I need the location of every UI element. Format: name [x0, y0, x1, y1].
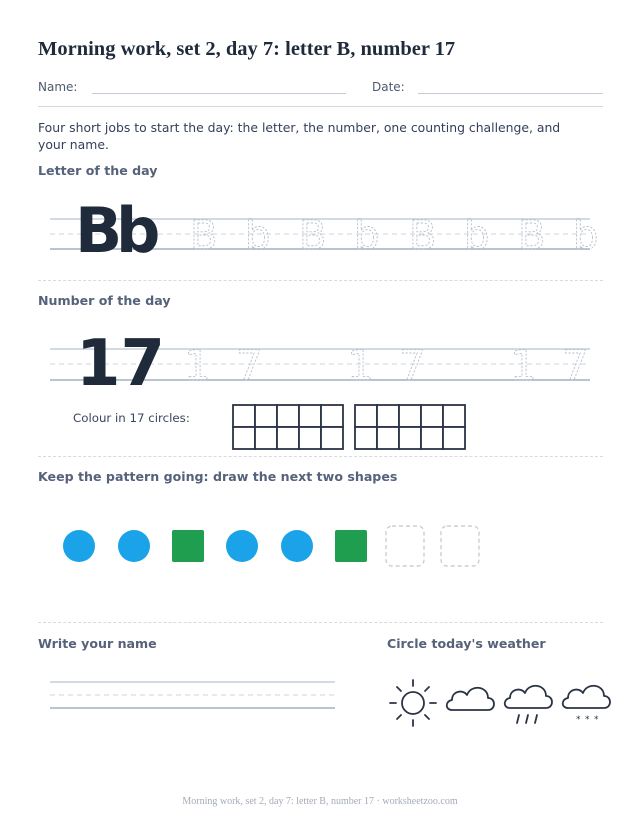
trace-letter: b	[354, 213, 380, 259]
pattern-section-heading: Keep the pattern going: draw the next two shapes	[38, 469, 398, 484]
svg-text:*: *	[576, 715, 581, 725]
ten-frame-cell[interactable]	[255, 427, 277, 449]
counting-prompt: Colour in 17 circles:	[73, 411, 190, 425]
trace-digit: 1	[184, 341, 211, 390]
page-footer: Morning work, set 2, day 7: letter B, number 17 · worksheetzoo.com	[182, 796, 458, 807]
pattern-square	[335, 530, 367, 562]
trace-digit: 7	[562, 341, 589, 390]
trace-letter: B	[190, 213, 218, 259]
header-divider	[38, 106, 603, 107]
ten-frame-cell[interactable]	[377, 405, 399, 427]
letter-uppercase: B	[75, 194, 123, 265]
trace-digit: 1	[510, 341, 537, 390]
trace-digit: 1	[347, 341, 374, 390]
date-label: Date:	[372, 80, 405, 94]
ten-frame-cell[interactable]	[299, 405, 321, 427]
ten-frame-cell[interactable]	[421, 405, 443, 427]
number-section-heading: Number of the day	[38, 293, 171, 308]
name-writing-lines[interactable]	[45, 676, 345, 716]
rain-cloud-icon[interactable]	[505, 686, 552, 723]
svg-text:*: *	[594, 715, 599, 725]
number-practice-row[interactable]	[0, 320, 640, 392]
snow-cloud-icon[interactable]	[563, 686, 610, 725]
number-of-the-day: 17	[76, 327, 166, 392]
ten-frames[interactable]	[230, 403, 470, 453]
ten-frame-cell[interactable]	[233, 405, 255, 427]
section-divider	[38, 456, 603, 457]
ten-frame-cell[interactable]	[399, 427, 421, 449]
letter-section-heading: Letter of the day	[38, 163, 158, 178]
pattern-circle	[281, 530, 313, 562]
ten-frame[interactable]	[355, 405, 465, 449]
intro-text: Four short jobs to start the day: the letter, the number, one counting challenge, and your name.	[38, 120, 561, 152]
trace-digit: 7	[399, 341, 426, 390]
page-title: Morning work, set 2, day 7: letter B, number 17	[38, 38, 456, 60]
section-divider	[38, 622, 603, 623]
ten-frame-cell[interactable]	[377, 427, 399, 449]
trace-digit: 7	[236, 341, 263, 390]
ten-frame-cell[interactable]	[233, 427, 255, 449]
pattern-circle	[118, 530, 150, 562]
date-field[interactable]	[418, 93, 603, 94]
ten-frame-cell[interactable]	[399, 405, 421, 427]
ten-frame-cell[interactable]	[321, 427, 343, 449]
ten-frame-cell[interactable]	[355, 427, 377, 449]
sun-icon[interactable]	[390, 680, 436, 726]
letter-lowercase: b	[116, 194, 161, 265]
ten-frame-cell[interactable]	[443, 427, 465, 449]
ten-frame-cell[interactable]	[355, 405, 377, 427]
section-divider	[38, 280, 603, 281]
ten-frame-cell[interactable]	[277, 427, 299, 449]
ten-frame-cell[interactable]	[255, 405, 277, 427]
pattern-blank-slot[interactable]	[441, 526, 479, 566]
pattern-circle	[63, 530, 95, 562]
trace-letter: b	[573, 213, 599, 259]
cloud-icon[interactable]	[447, 688, 494, 710]
trace-letter: B	[299, 213, 327, 259]
ten-frame-cell[interactable]	[421, 427, 443, 449]
ten-frame-cell[interactable]	[299, 427, 321, 449]
ten-frame[interactable]	[233, 405, 343, 449]
name-label: Name:	[38, 80, 78, 94]
letter-practice-row[interactable]	[0, 190, 640, 265]
trace-letter: b	[464, 213, 490, 259]
pattern-row[interactable]	[50, 520, 500, 575]
trace-letter: b	[245, 213, 271, 259]
ten-frame-cell[interactable]	[443, 405, 465, 427]
ten-frame-cell[interactable]	[321, 405, 343, 427]
svg-text:*: *	[585, 715, 590, 725]
name-section-heading: Write your name	[38, 636, 157, 651]
pattern-square	[172, 530, 204, 562]
pattern-circle	[226, 530, 258, 562]
trace-letter: B	[518, 213, 546, 259]
pattern-blank-slot[interactable]	[386, 526, 424, 566]
weather-options	[384, 672, 624, 732]
weather-section-heading: Circle today's weather	[387, 636, 546, 651]
ten-frame-cell[interactable]	[277, 405, 299, 427]
name-field[interactable]	[92, 93, 346, 94]
trace-letter: B	[409, 213, 437, 259]
